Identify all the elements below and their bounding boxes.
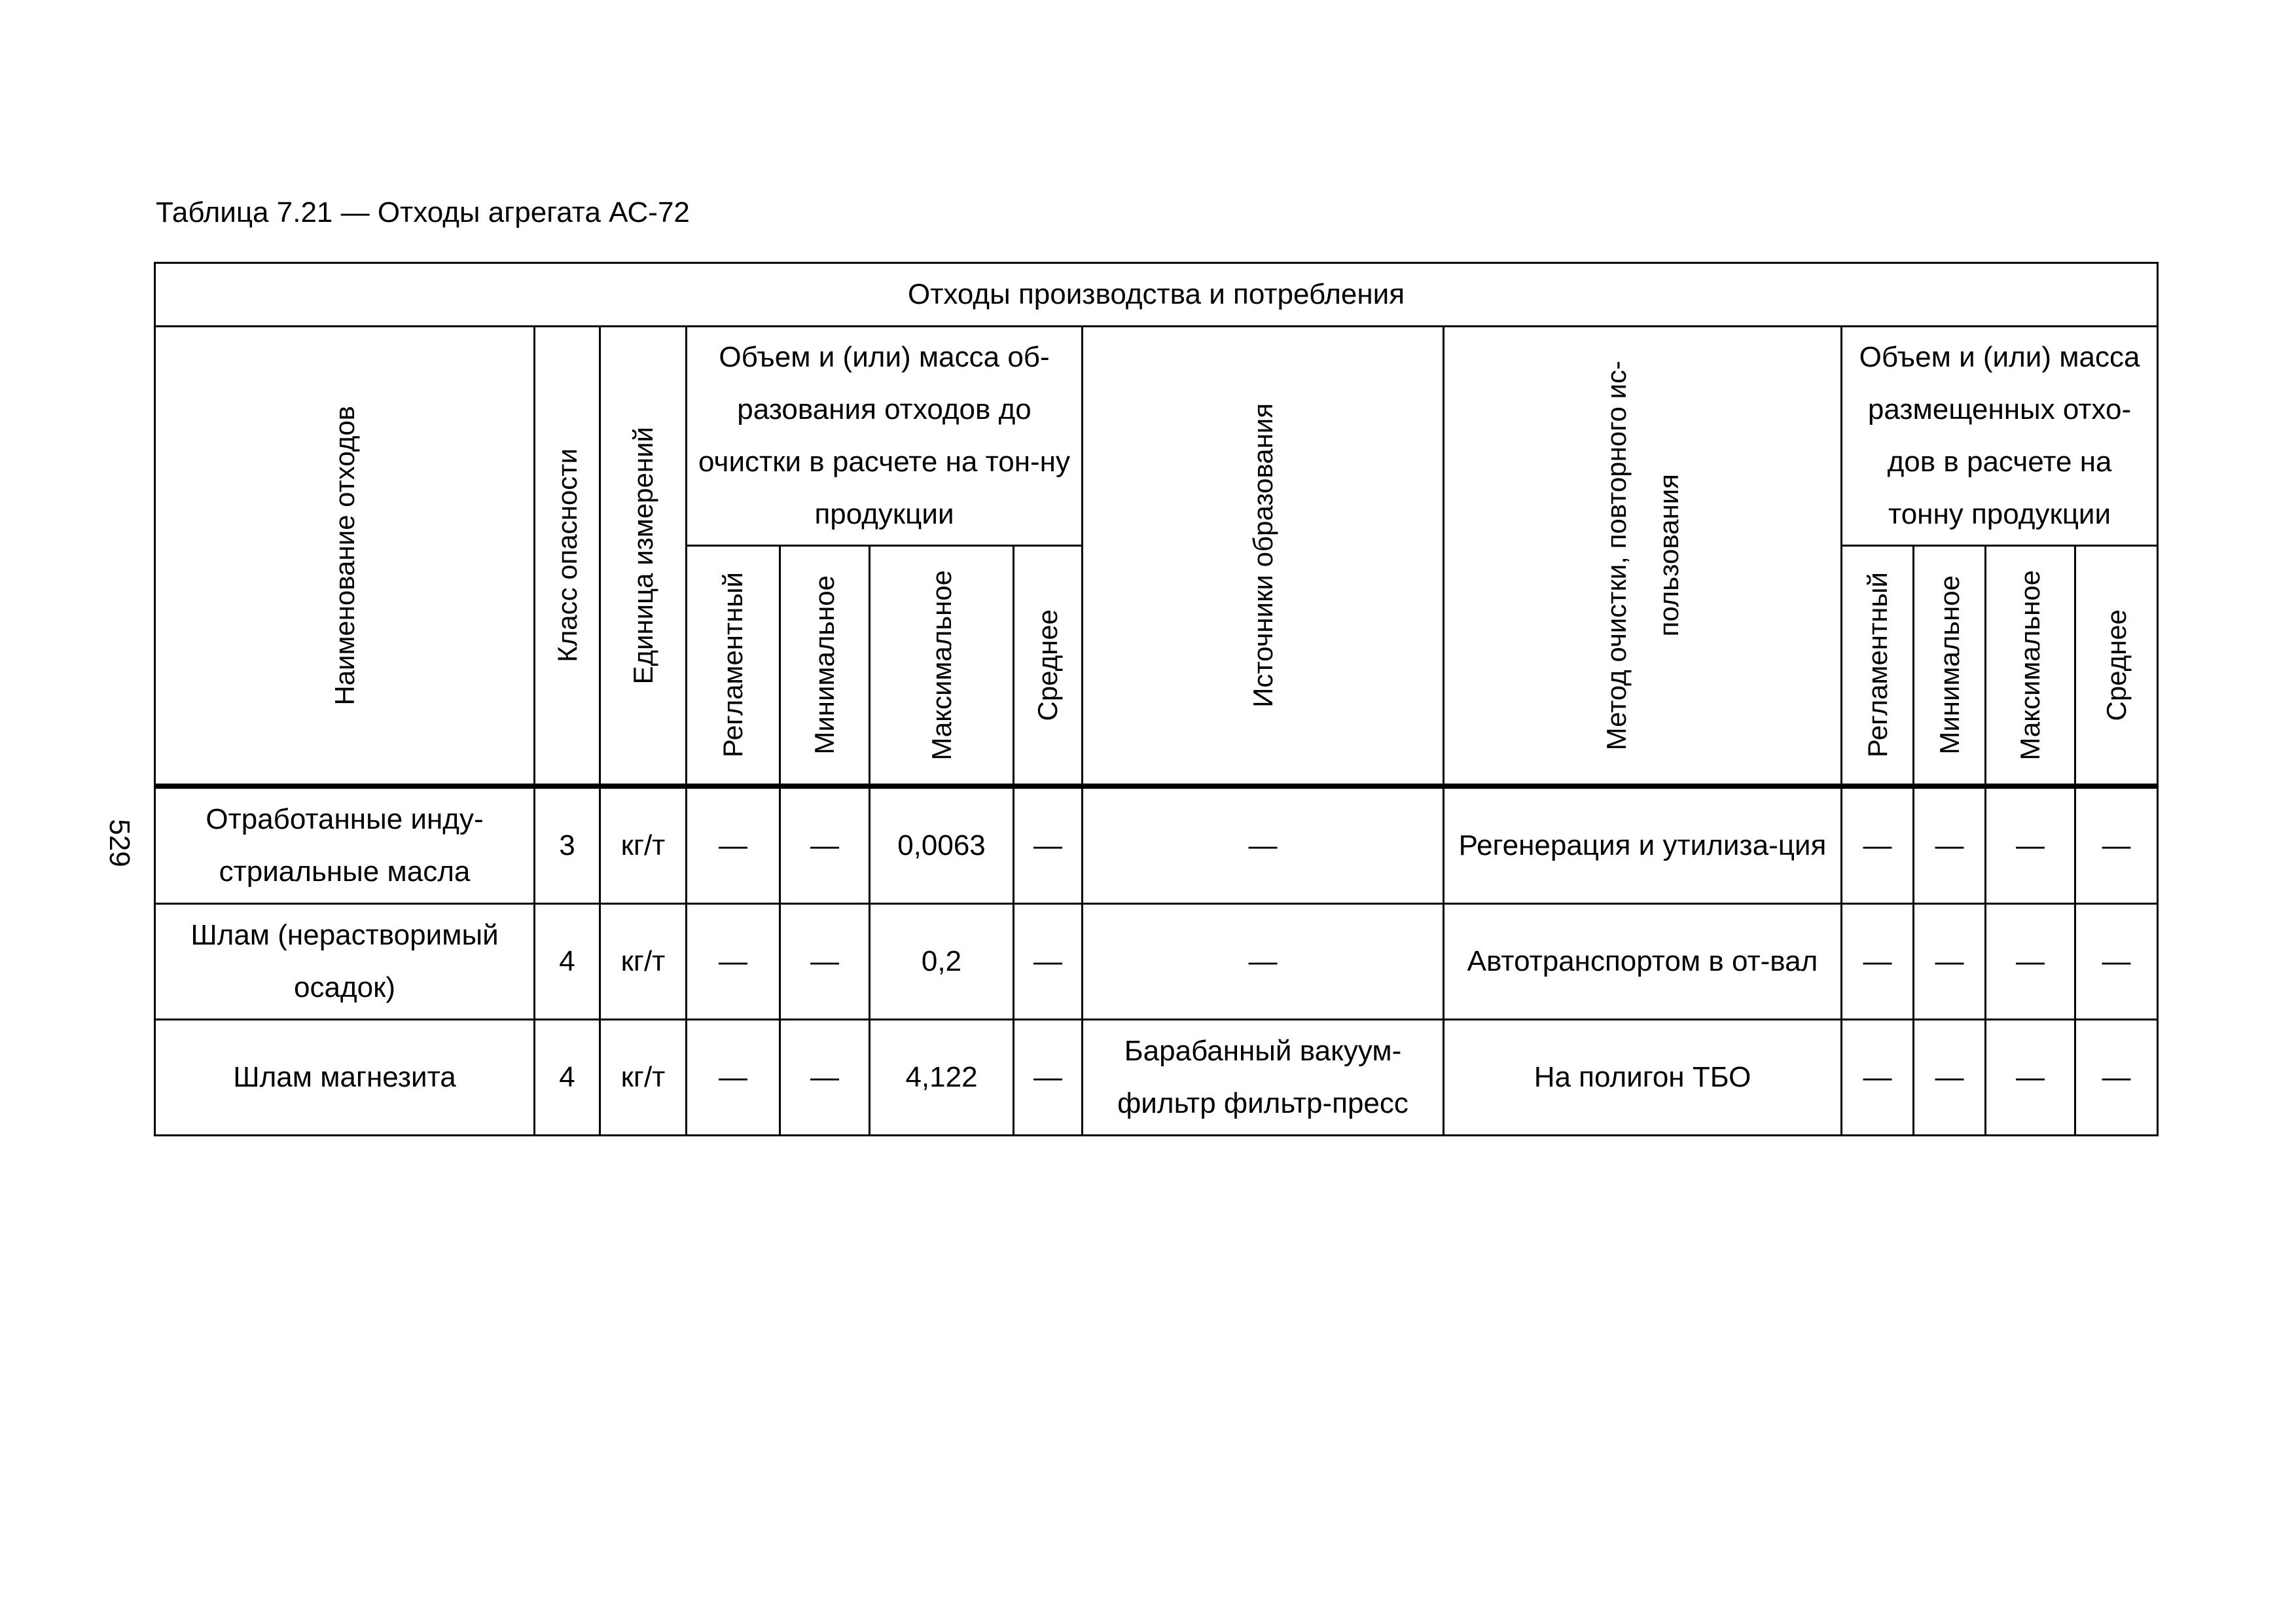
table-title-row bbox=[155, 263, 2158, 327]
subheader-placed-minimum: Минимальное bbox=[1914, 546, 1986, 787]
header-name: Наименование отходов bbox=[155, 327, 535, 787]
cell-placed-maximum: — bbox=[1986, 786, 2075, 904]
cell-method: Автотранспортом в от-вал bbox=[1444, 904, 1842, 1020]
cell-sources: — bbox=[1083, 904, 1444, 1020]
cell-hazard-class: 3 bbox=[535, 786, 600, 904]
table-title: Отходы производства и потребления bbox=[155, 263, 2158, 327]
table-caption: Таблица 7.21 — Отходы агрегата АС-72 bbox=[156, 196, 690, 228]
cell-placed-average: — bbox=[2075, 1020, 2158, 1136]
cell-average: — bbox=[1014, 1020, 1083, 1136]
cell-placed-maximum: — bbox=[1986, 1020, 2075, 1136]
subheader-placed-average: Среднее bbox=[2075, 546, 2158, 787]
subheader-regulated: Регламентный bbox=[687, 546, 780, 787]
header-formation-group: Объем и (или) масса об-разования отходов до очистки в расчете на тон-ну продукции bbox=[687, 327, 1083, 546]
cell-sources: Барабанный вакуум-фильтр фильтр-пресс bbox=[1083, 1020, 1444, 1136]
header-method-line2: пользования bbox=[1653, 474, 1684, 637]
cell-method: Регенерация и утилиза-ция bbox=[1444, 786, 1842, 904]
cell-name: Отработанные инду-стриальные масла bbox=[155, 786, 535, 904]
cell-hazard-class: 4 bbox=[535, 1020, 600, 1136]
header-sources: Источники образования bbox=[1083, 327, 1444, 787]
cell-maximum: 0,2 bbox=[870, 904, 1014, 1020]
cell-minimum: — bbox=[780, 786, 870, 904]
table-row bbox=[155, 1020, 2158, 1136]
header-method bbox=[1444, 327, 1842, 787]
table-row bbox=[155, 786, 2158, 904]
subheader-placed-maximum: Максимальное bbox=[1986, 546, 2075, 787]
header-hazard-class: Класс опасности bbox=[535, 327, 600, 787]
cell-name: Шлам магнезита bbox=[155, 1020, 535, 1136]
cell-average: — bbox=[1014, 786, 1083, 904]
header-row bbox=[155, 327, 2158, 546]
cell-unit: кг/т bbox=[600, 904, 687, 1020]
cell-method: На полигон ТБО bbox=[1444, 1020, 1842, 1136]
subheader-maximum: Максимальное bbox=[870, 546, 1014, 787]
page-number: 529 bbox=[103, 819, 135, 867]
cell-placed-average: — bbox=[2075, 904, 2158, 1020]
cell-minimum: — bbox=[780, 904, 870, 1020]
cell-placed-regulated: — bbox=[1842, 904, 1914, 1020]
cell-name: Шлам (нерастворимый осадок) bbox=[155, 904, 535, 1020]
cell-average: — bbox=[1014, 904, 1083, 1020]
cell-regulated: — bbox=[687, 904, 780, 1020]
table-row bbox=[155, 904, 2158, 1020]
cell-placed-regulated: — bbox=[1842, 1020, 1914, 1136]
cell-placed-average: — bbox=[2075, 786, 2158, 904]
cell-unit: кг/т bbox=[600, 1020, 687, 1136]
cell-placed-minimum: — bbox=[1914, 904, 1986, 1020]
cell-maximum: 0,0063 bbox=[870, 786, 1014, 904]
subheader-minimum: Минимальное bbox=[780, 546, 870, 787]
cell-minimum: — bbox=[780, 1020, 870, 1136]
cell-placed-minimum: — bbox=[1914, 786, 1986, 904]
cell-hazard-class: 4 bbox=[535, 904, 600, 1020]
cell-regulated: — bbox=[687, 1020, 780, 1136]
cell-maximum: 4,122 bbox=[870, 1020, 1014, 1136]
cell-regulated: — bbox=[687, 786, 780, 904]
cell-placed-maximum: — bbox=[1986, 904, 2075, 1020]
subheader-placed-regulated: Регламентный bbox=[1842, 546, 1914, 787]
waste-table bbox=[154, 262, 2159, 1136]
header-unit: Единица измерений bbox=[600, 327, 687, 787]
cell-placed-minimum: — bbox=[1914, 1020, 1986, 1136]
cell-sources: — bbox=[1083, 786, 1444, 904]
cell-placed-regulated: — bbox=[1842, 786, 1914, 904]
header-method-line1: Метод очистки, повторного ис- bbox=[1600, 360, 1632, 751]
header-placed-group: Объем и (или) масса размещенных отхо-дов в расчете на тонну продукции bbox=[1842, 327, 2158, 546]
subheader-average: Среднее bbox=[1014, 546, 1083, 787]
cell-unit: кг/т bbox=[600, 786, 687, 904]
